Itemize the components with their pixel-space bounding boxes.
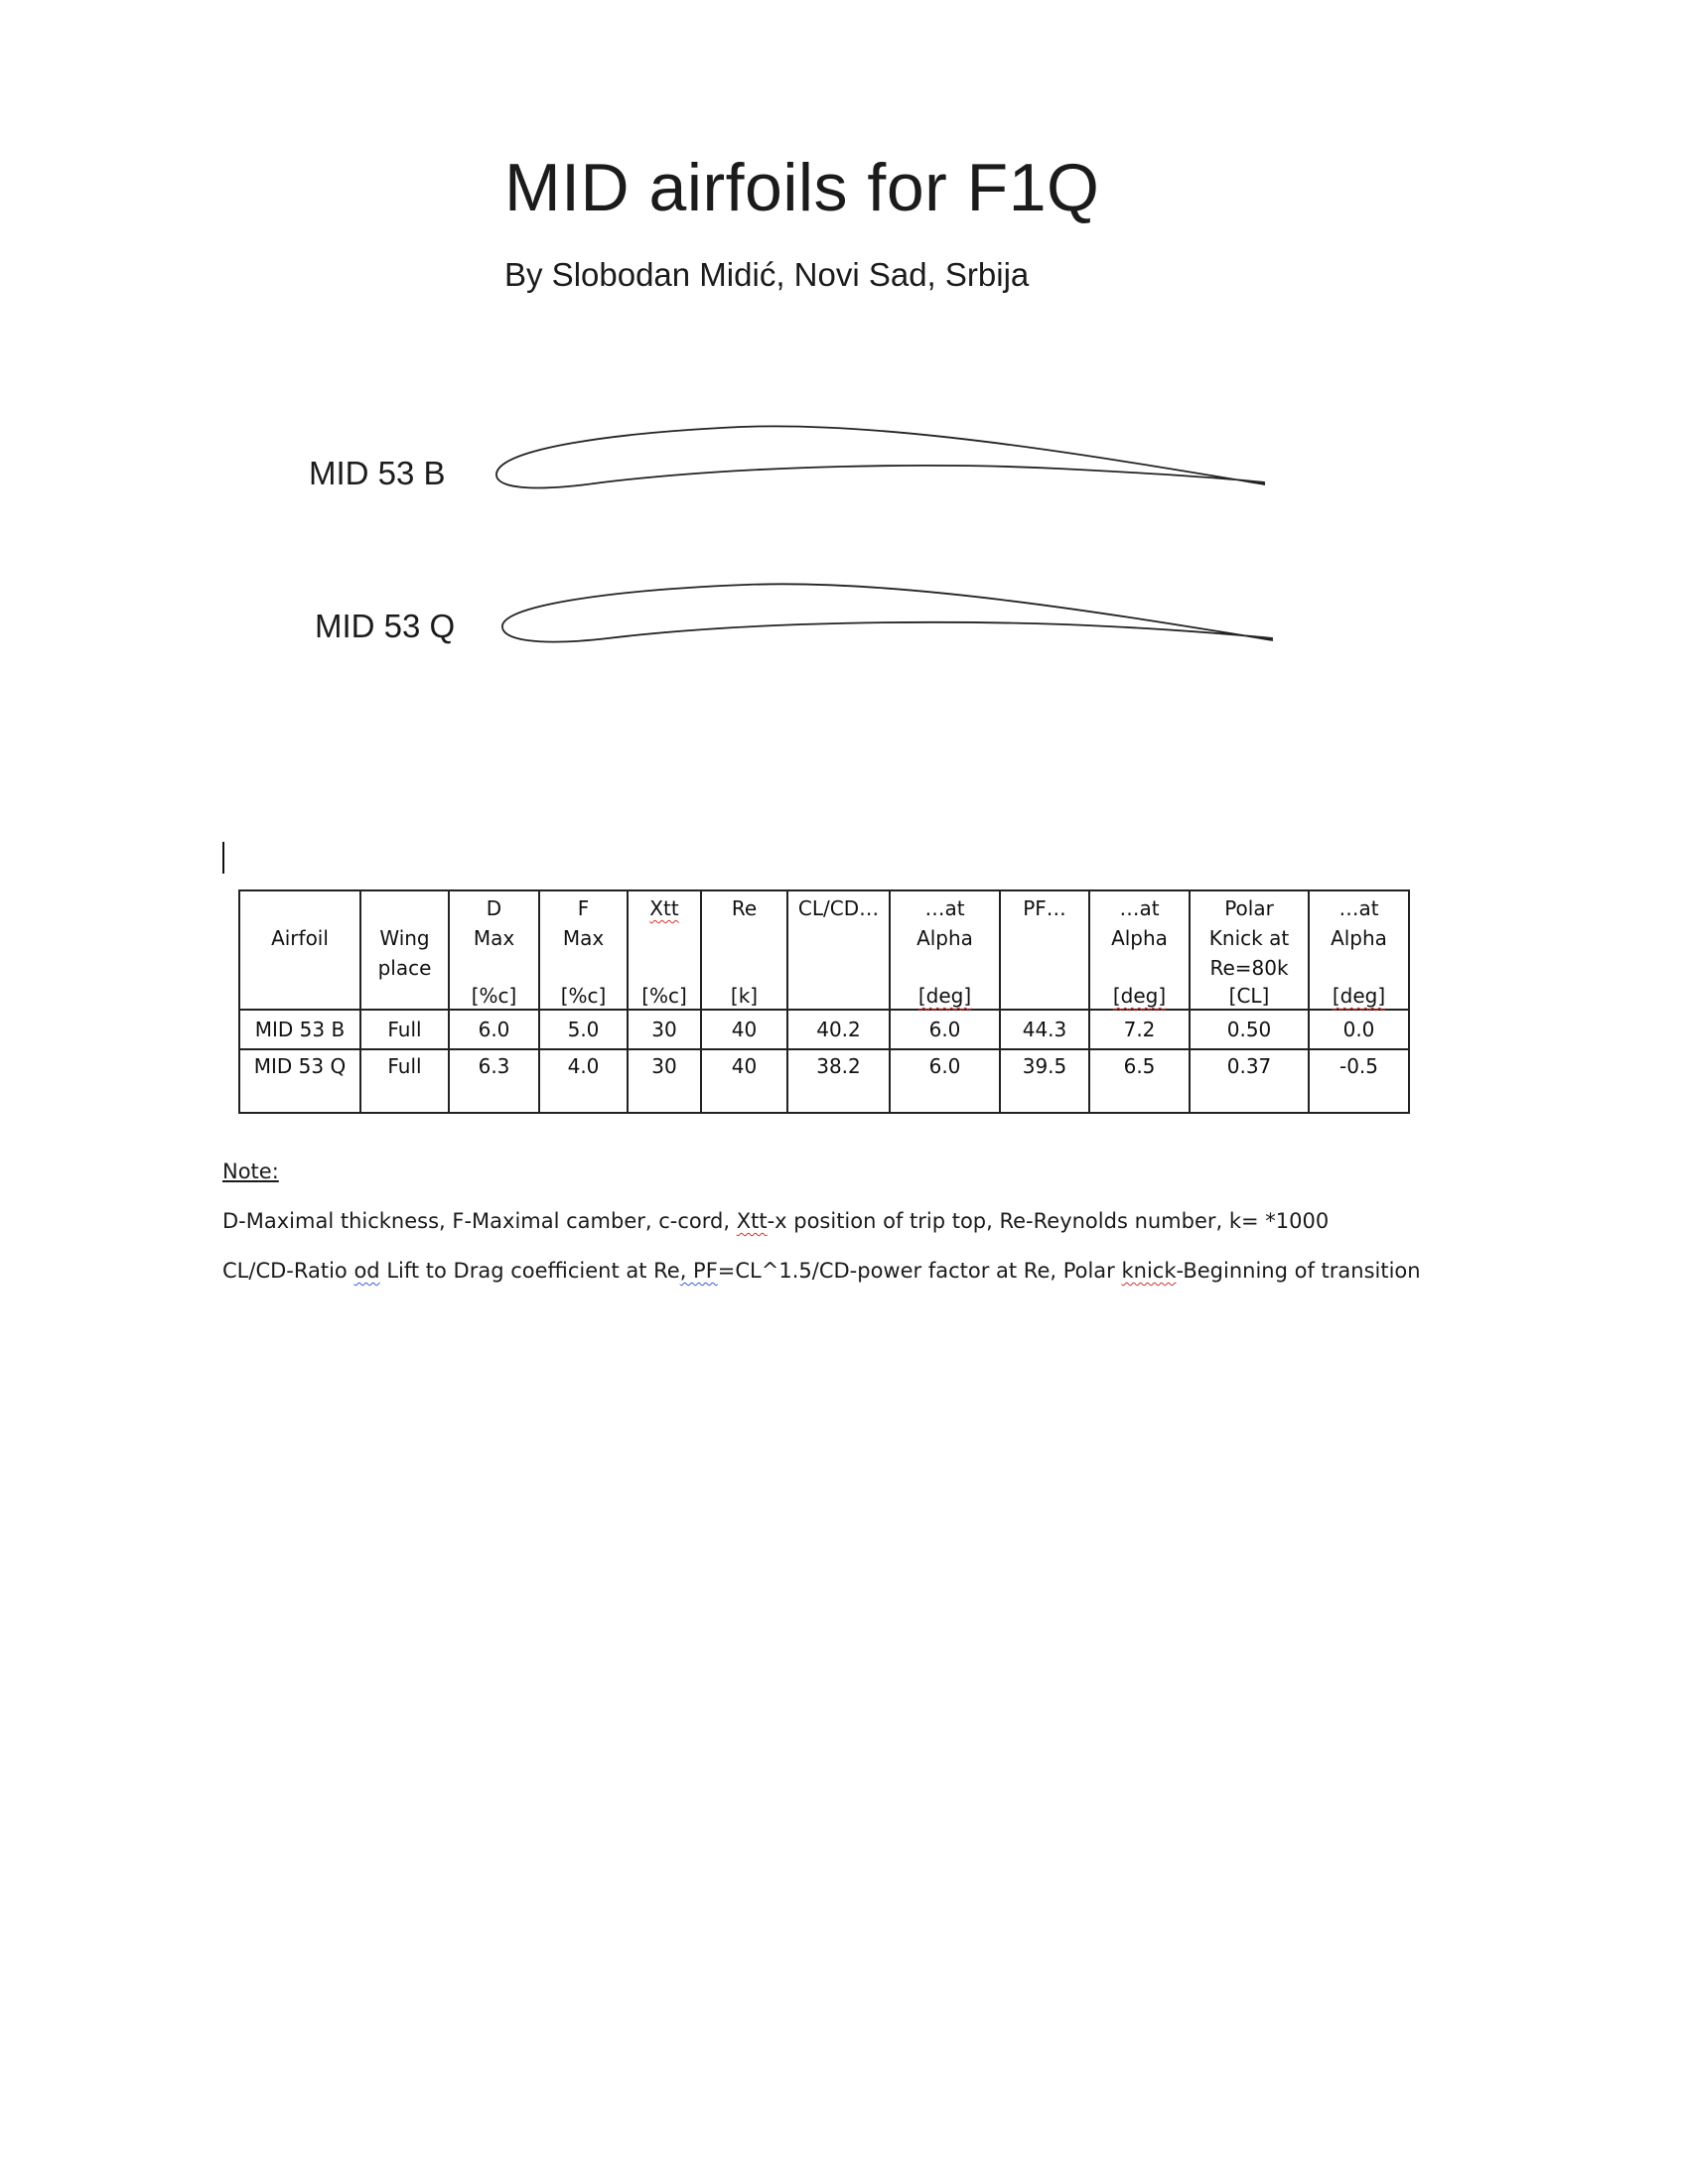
text-cursor (222, 842, 224, 874)
author-line: By Slobodan Midić, Novi Sad, Srbija (504, 256, 1030, 293)
cell-d-max: 6.3 (449, 1049, 539, 1113)
note-line-ratios: CL/CD-Ratio od Lift to Drag coefficient at Re, PF=CL^1.5/CD-power factor at Re, Polar knick-Beginning of transition (222, 1259, 1421, 1283)
cell-alpha-3: -0.5 (1309, 1049, 1409, 1113)
header-airfoil: Airfoil (239, 890, 360, 1010)
airfoil-profile-b (492, 421, 1287, 500)
header-wing-place: Wing place (360, 890, 449, 1010)
note-line-definitions: D-Maximal thickness, F-Maximal camber, c-cord, Xtt-x position of trip top, Re-Reynolds number, k= *1000 (222, 1209, 1330, 1233)
cell-d-max: 6.0 (449, 1010, 539, 1049)
profile-label-q: MID 53 Q (315, 608, 456, 644)
cell-wing-place: Full (360, 1049, 449, 1113)
airfoil-data-table (238, 889, 1410, 1114)
header-at-alpha-3: …at Alpha [deg] (1309, 890, 1409, 1010)
table-row (239, 1010, 1409, 1049)
cell-f-max: 4.0 (539, 1049, 628, 1113)
cell-xtt: 30 (628, 1010, 701, 1049)
page-title: MID airfoils for F1Q (504, 150, 1100, 225)
cell-polar-knick: 0.37 (1190, 1049, 1309, 1113)
profile-label-b: MID 53 B (309, 455, 446, 491)
cell-cl-cd: 38.2 (787, 1049, 890, 1113)
cell-alpha-2: 7.2 (1089, 1010, 1190, 1049)
cell-wing-place: Full (360, 1010, 449, 1049)
cell-airfoil: MID 53 Q (239, 1049, 360, 1113)
cell-re: 40 (701, 1010, 787, 1049)
cell-alpha-1: 6.0 (890, 1049, 1000, 1113)
cell-xtt: 30 (628, 1049, 701, 1113)
header-polar-knick: Polar Knick at Re=80k [CL] (1190, 890, 1309, 1010)
table-header-row (239, 890, 1409, 1010)
cell-alpha-3: 0.0 (1309, 1010, 1409, 1049)
header-cl-cd: CL/CD… (787, 890, 890, 1010)
header-re: Re [k] (701, 890, 787, 1010)
header-f-max: F Max [%c] (539, 890, 628, 1010)
airfoil-profile-q (498, 581, 1293, 660)
cell-alpha-2: 6.5 (1089, 1049, 1190, 1113)
cell-polar-knick: 0.50 (1190, 1010, 1309, 1049)
header-d-max: D Max [%c] (449, 890, 539, 1010)
table-row (239, 1049, 1409, 1113)
cell-cl-cd: 40.2 (787, 1010, 890, 1049)
cell-re: 40 (701, 1049, 787, 1113)
note-heading: Note: (222, 1160, 279, 1183)
header-at-alpha-2: …at Alpha [deg] (1089, 890, 1190, 1010)
header-pf: PF… (1000, 890, 1089, 1010)
cell-pf: 44.3 (1000, 1010, 1089, 1049)
cell-pf: 39.5 (1000, 1049, 1089, 1113)
cell-airfoil: MID 53 B (239, 1010, 360, 1049)
header-at-alpha-1: …at Alpha [deg] (890, 890, 1000, 1010)
header-xtt: Xtt [%c] (628, 890, 701, 1010)
cell-f-max: 5.0 (539, 1010, 628, 1049)
cell-alpha-1: 6.0 (890, 1010, 1000, 1049)
